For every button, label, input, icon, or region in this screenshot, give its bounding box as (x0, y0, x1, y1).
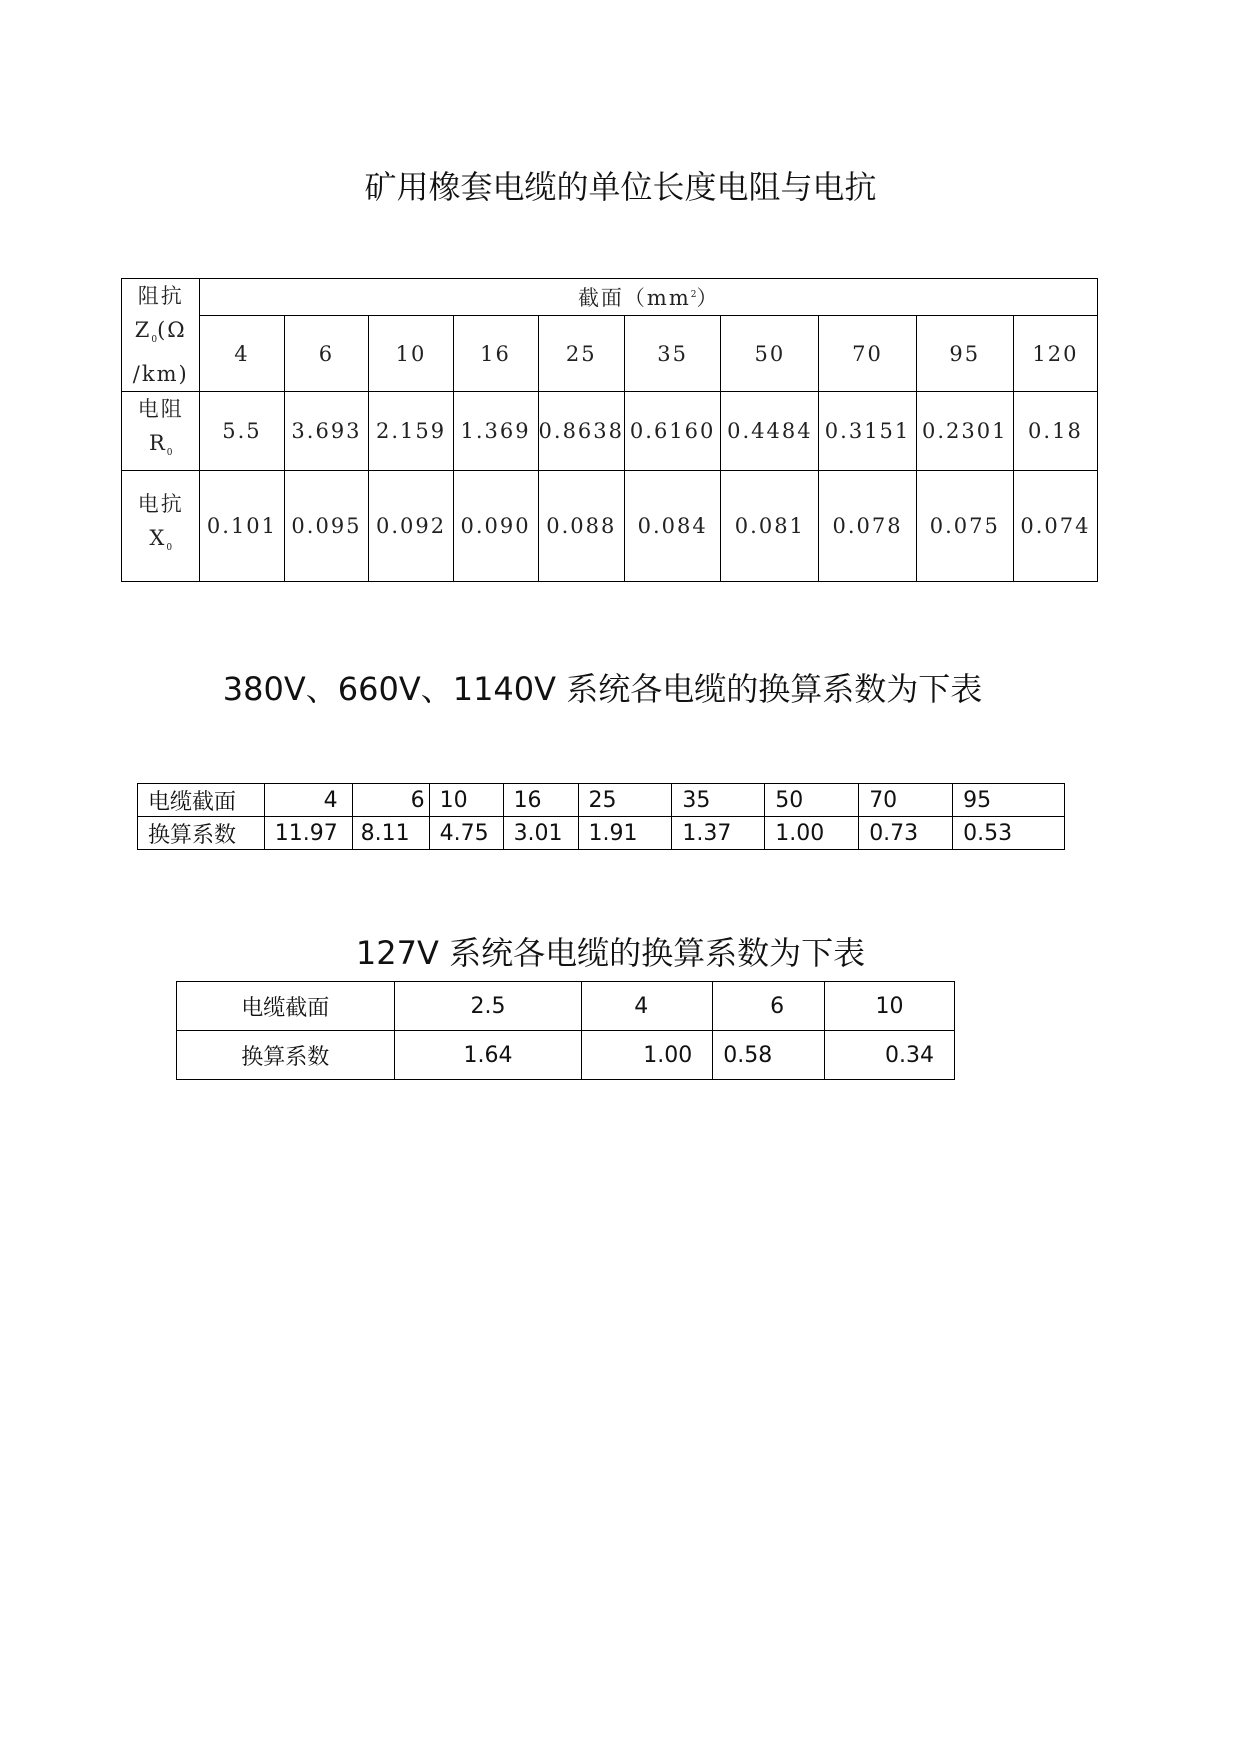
factor-cell: 4.75 (429, 817, 503, 850)
section-cell: 70 (859, 784, 953, 817)
section-label-cell: 电缆截面 (138, 784, 265, 817)
section-cell: 10 (369, 316, 453, 392)
section-cell: 16 (503, 784, 578, 817)
section-cell: 25 (578, 784, 672, 817)
reactance-row (122, 471, 1098, 582)
section-cell: 50 (721, 316, 819, 392)
title-conversion-380-660-1140: 380V、660V、1140V 系统各电缆的换算系数为下表 (222, 670, 983, 708)
conversion-table-127v (176, 981, 955, 1080)
resistance-cell: 0.2301 (916, 392, 1013, 471)
corner-label-z: Z (134, 318, 152, 342)
factor-cell: 1.37 (672, 817, 765, 850)
corner-label-z-subscript: 0 (151, 335, 158, 346)
resistance-subscript: 0 (166, 448, 173, 459)
factor-label-cell: 换算系数 (138, 817, 265, 850)
reactance-label-cell (122, 471, 200, 582)
factor-cell: 1.00 (765, 817, 859, 850)
reactance-cell: 0.074 (1013, 471, 1097, 582)
section-cell: 10 (429, 784, 503, 817)
section-cell: 35 (672, 784, 765, 817)
section-cell: 6 (713, 982, 825, 1031)
section-cell: 4 (200, 316, 284, 392)
section-cell: 2.5 (394, 982, 582, 1031)
reactance-label: 电抗 (137, 492, 184, 517)
corner-label-ohm: (Ω (157, 318, 187, 342)
reactance-cell: 0.088 (538, 471, 624, 582)
corner-label-line1: 阻抗 (137, 284, 184, 308)
section-cell: 16 (453, 316, 538, 392)
reactance-cell: 0.084 (625, 471, 721, 582)
factor-row (138, 817, 1065, 850)
resistance-symbol: R (148, 431, 167, 456)
section-values-row (122, 316, 1098, 392)
section-cell: 95 (953, 784, 1065, 817)
section-cell: 50 (765, 784, 859, 817)
section-cell: 70 (819, 316, 916, 392)
section-header-label: 截面（mm (577, 286, 691, 311)
reactance-cell: 0.081 (721, 471, 819, 582)
section-cell: 10 (825, 982, 955, 1031)
factor-cell: 1.00 (582, 1031, 713, 1080)
reactance-cell: 0.092 (369, 471, 453, 582)
section-cell: 25 (538, 316, 624, 392)
corner-label-line3: /km) (132, 362, 189, 387)
factor-cell: 0.53 (953, 817, 1065, 850)
title-resistance-reactance: 矿用橡套电缆的单位长度电阻与电抗 (364, 168, 877, 206)
section-cell: 35 (625, 316, 721, 392)
factor-cell: 0.34 (825, 1031, 955, 1080)
resistance-label-cell (122, 392, 200, 471)
factor-cell: 1.91 (578, 817, 672, 850)
resistance-cell: 1.369 (453, 392, 538, 471)
resistance-cell: 5.5 (200, 392, 284, 471)
section-row (177, 982, 955, 1031)
reactance-cell: 0.101 (200, 471, 284, 582)
resistance-cell: 0.4484 (721, 392, 819, 471)
conversion-table-high-voltage (137, 783, 1065, 850)
section-header-close: ） (696, 286, 720, 311)
resistance-label: 电阻 (137, 397, 184, 422)
resistance-cell: 0.3151 (819, 392, 916, 471)
resistance-cell: 0.8638 (538, 392, 624, 471)
section-cell: 120 (1013, 316, 1097, 392)
section-cell: 6 (352, 784, 429, 817)
reactance-cell: 0.095 (284, 471, 369, 582)
impedance-table (121, 278, 1098, 582)
factor-cell: 1.64 (394, 1031, 582, 1080)
factor-cell: 11.97 (264, 817, 352, 850)
section-cell: 4 (582, 982, 713, 1031)
section-label-cell: 电缆截面 (177, 982, 395, 1031)
factor-row (177, 1031, 955, 1080)
section-row (138, 784, 1065, 817)
section-cell: 4 (264, 784, 352, 817)
factor-cell: 0.58 (713, 1031, 825, 1080)
reactance-cell: 0.090 (453, 471, 538, 582)
resistance-cell: 0.6160 (625, 392, 721, 471)
section-cell: 6 (284, 316, 369, 392)
resistance-cell: 3.693 (284, 392, 369, 471)
title-conversion-127: 127V 系统各电缆的换算系数为下表 (355, 934, 866, 972)
section-header-superscript: 2 (690, 290, 697, 301)
resistance-cell: 0.18 (1013, 392, 1097, 471)
reactance-symbol: X (149, 526, 167, 551)
factor-cell: 3.01 (503, 817, 578, 850)
section-header-cell (200, 279, 1098, 316)
reactance-subscript: 0 (166, 543, 173, 554)
resistance-row (122, 392, 1098, 471)
resistance-cell: 2.159 (369, 392, 453, 471)
factor-cell: 8.11 (352, 817, 429, 850)
factor-cell: 0.73 (859, 817, 953, 850)
corner-header-cell (122, 279, 200, 392)
factor-label-cell: 换算系数 (177, 1031, 395, 1080)
reactance-cell: 0.078 (819, 471, 916, 582)
section-cell: 95 (916, 316, 1013, 392)
reactance-cell: 0.075 (916, 471, 1013, 582)
